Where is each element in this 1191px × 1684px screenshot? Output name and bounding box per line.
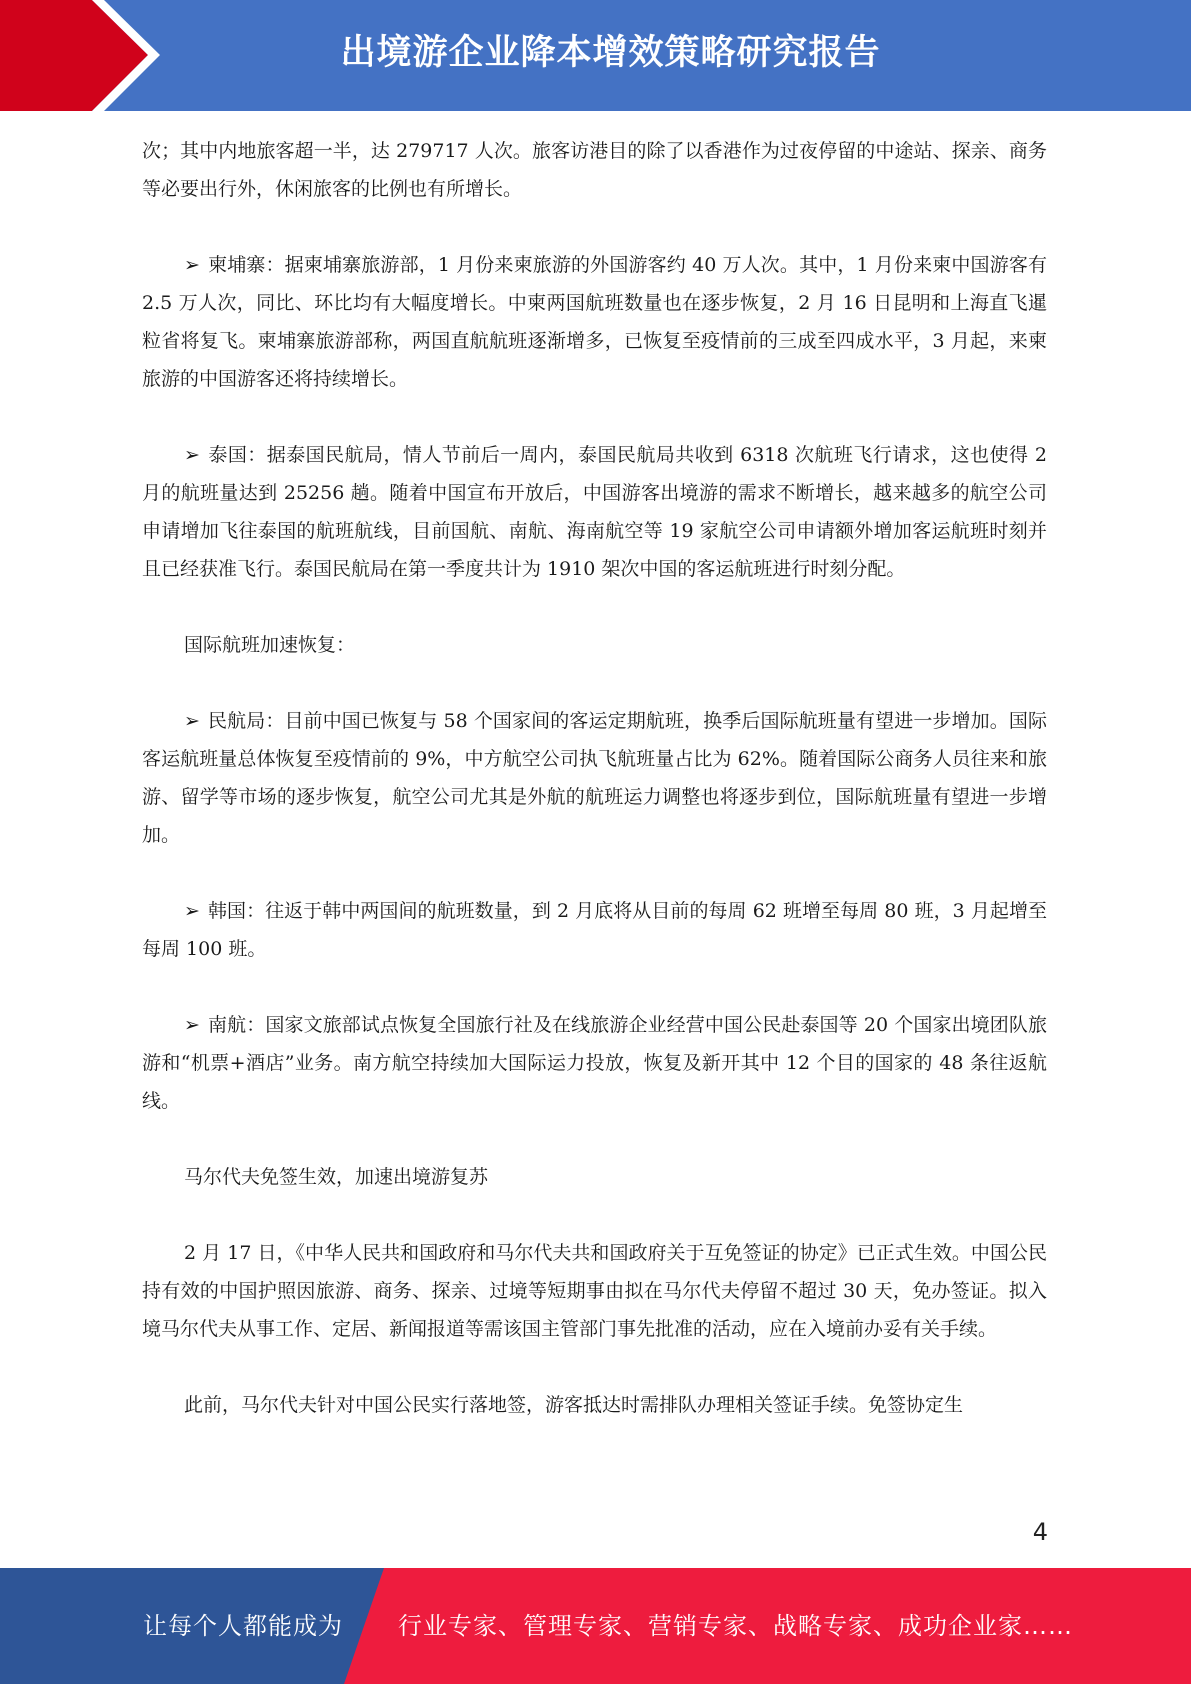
bullet-arrow-icon: ➢ (184, 900, 200, 922)
section-heading-maldives: 马尔代夫免签生效，加速出境游复苏 (184, 1166, 489, 1188)
paragraph-china-southern (142, 1006, 1047, 1120)
page-header (0, 0, 1191, 111)
paragraph-visa-agreement: 2 月 17 日，《中华人民共和国政府和马尔代夫共和国政府关于互免签证的协定》已正式生效。中国公民持有效的中国护照因旅游、商务、探亲、过境等短期事由拟在马尔代夫停留不超过 30 天，免办签证。拟入境马尔代夫从事工作、定居、新闻报道等需该国主管部门事先批准的活动，应在入境前办妥有关手续。 (142, 1242, 1047, 1340)
paragraph-cambodia-text: 柬埔寨：据柬埔寨旅游部，1 月份来柬旅游的外国游客约 40 万人次。其中，1 月份来柬中国游客有 2.5 万人次，同比、环比均有大幅度增长。中柬两国航班数量也在逐步恢复，2 月 16 日昆明和上海直飞暹粒省将复飞。柬埔寨旅游部称，两国直航航班逐渐增多，已恢复至疫情前的三成至四成水平，3 月起，来柬旅游的中国游客还将持续增长。 (142, 254, 1047, 390)
paragraph-hongkong: 次；其中内地旅客超一半，达 279717 人次。旅客访港目的除了以香港作为过夜停留的中途站、探亲、商务等必要出行外，休闲旅客的比例也有所增长。 (142, 140, 1047, 200)
paragraph-caac-text: 民航局：目前中国已恢复与 58 个国家间的客运定期航班，换季后国际航班量有望进一步增加。国际客运航班量总体恢复至疫情前的 9%，中方航空公司执飞航班量占比为 62%。随着国际公商务人员往来和旅游、留学等市场的逐步恢复，航空公司尤其是外航的航班运力调整也将逐步到位，国际航班量有望进一步增加。 (142, 710, 1047, 846)
paragraph-korea-text: 韩国：往返于韩中两国间的航班数量，到 2 月底将从目前的每周 62 班增至每周 80 班，3 月起增至每周 100 班。 (142, 900, 1047, 960)
section-heading-flights: 国际航班加速恢复： (184, 634, 356, 656)
bullet-arrow-icon: ➢ (184, 444, 200, 466)
footer-slogan-left: 让每个人都能成为 (143, 1612, 343, 1640)
paragraph-thailand-text: 泰国：据泰国民航局，情人节前后一周内，泰国民航局共收到 6318 次航班飞行请求，这也使得 2 月的航班量达到 25256 趟。随着中国宣布开放后，中国游客出境游的需求不断增长，越来越多的航空公司申请增加飞往泰国的航班航线，目前国航、南航、海南航空等 19 家航空公司申请额外增加客运航班时刻并且已经获准飞行。泰国民航局在第一季度共计为 1910 架次中国的客运航班进行时刻分配。 (142, 444, 1047, 580)
page-footer (0, 1568, 1191, 1684)
paragraph-china-southern-text: 南航：国家文旅部试点恢复全国旅行社及在线旅游企业经营中国公民赴泰国等 20 个国家出境团队旅游和“机票+酒店”业务。南方航空持续加大国际运力投放，恢复及新开其中 12 个目的国家的 48 条往返航线。 (142, 1014, 1047, 1112)
paragraph-thailand (142, 436, 1047, 588)
footer-slogan-right: 行业专家、管理专家、营销专家、战略专家、成功企业家…… (398, 1612, 1073, 1640)
bullet-arrow-icon: ➢ (184, 1014, 200, 1036)
bullet-arrow-icon: ➢ (184, 710, 200, 732)
page-number: 4 (1032, 1518, 1048, 1546)
paragraph-korea (142, 892, 1047, 968)
bullet-arrow-icon: ➢ (184, 254, 200, 276)
document-body (142, 132, 1047, 1462)
paragraph-visa-before: 此前，马尔代夫针对中国公民实行落地签，游客抵达时需排队办理相关签证手续。免签协定生 (184, 1394, 964, 1416)
paragraph-caac (142, 702, 1047, 854)
paragraph-cambodia (142, 246, 1047, 398)
report-title: 出境游企业降本增效策略研究报告 (340, 33, 881, 73)
